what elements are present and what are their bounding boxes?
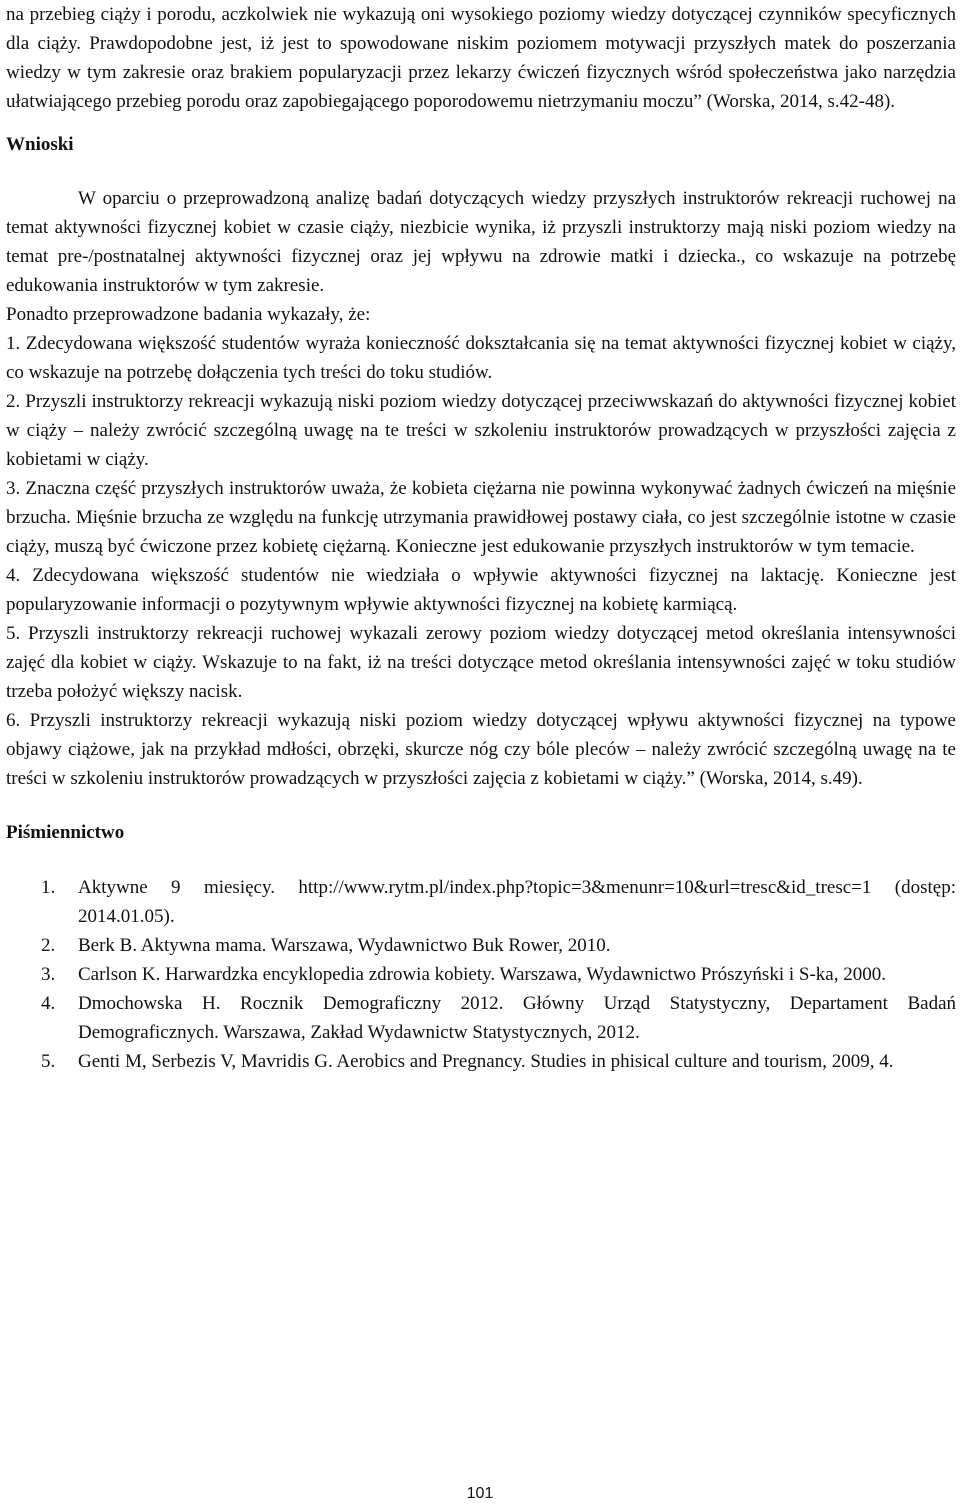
wnioski-paragraph: W oparciu o przeprowadzoną analizę badań dotyczących wiedzy przyszłych instruktorów rekreacji ruchowej na temat aktywności fizycznej kobiet w czasie ciąży, niezbicie wynika, iż przyszli instruktorzy mają niski poziom wiedzy na temat pre-/postnatalnej aktywności fizycznej oraz jej wpływu na zdrowie matki i dziecka., co wskazuje na potrzebę edukowania instruktorów w tym zakresie.: [6, 188, 956, 296]
references-heading: Piśmiennictwo: [6, 822, 125, 843]
reference-item: [6, 960, 956, 989]
reference-number: 2.: [41, 935, 56, 956]
reference-item: [6, 989, 956, 1047]
finding-item: 4. Zdecydowana większość studentów nie wiedziała o wpływie aktywności fizycznej na laktację. Konieczne jest popularyzowanie informacji o pozytywnym wpływie aktywności fizycznej na kobietę karmiącą.: [6, 565, 956, 615]
reference-item: [6, 931, 956, 960]
reference-item: [6, 1047, 956, 1076]
findings-lead: Ponadto przeprowadzone badania wykazały, że:: [6, 304, 371, 325]
reference-text: Genti M, Serbezis V, Mavridis G. Aerobics and Pregnancy. Studies in phisical culture and tourism, 2009, 4.: [78, 1051, 894, 1072]
finding-item: 2. Przyszli instruktorzy rekreacji wykazują niski poziom wiedzy dotyczącej przeciwwskazań do aktywności fizycznej kobiet w ciąży – należy zwrócić szczególną uwagę na te treści w szkoleniu instruktorów prowadzących w przyszłości zajęcia z kobietami w ciąży.: [6, 391, 956, 470]
references-list: [6, 873, 956, 1076]
reference-number: 5.: [41, 1051, 56, 1072]
reference-text: Carlson K. Harwardzka encyklopedia zdrowia kobiety. Warszawa, Wydawnictwo Prószyński i S-ka, 2000.: [78, 964, 886, 985]
finding-item: 5. Przyszli instruktorzy rekreacji ruchowej wykazali zerowy poziom wiedzy dotyczącej metod określania intensywności zajęć dla kobiet w ciąży. Wskazuje to na fakt, iż na treści dotyczące metod określania intensywności zajęć w toku studiów trzeba położyć większy nacisk.: [6, 623, 956, 702]
reference-item: [6, 873, 956, 931]
reference-number: 3.: [41, 964, 56, 985]
finding-item: 6. Przyszli instruktorzy rekreacji wykazują niski poziom wiedzy dotyczącej wpływu aktywności fizycznej na typowe objawy ciążowe, jak na przykład mdłości, obrzęki, skurcze nóg czy bóle pleców – należy zwrócić szczególną uwagę na te treści w szkoleniu instruktorów prowadzących w przyszłości zajęcia z kobietami w ciąży.” (Worska, 2014, s.49).: [6, 710, 956, 789]
page-number: 101: [466, 1485, 494, 1502]
reference-number: 1.: [41, 877, 56, 898]
wnioski-heading: Wnioski: [6, 134, 74, 155]
finding-item: 3. Znaczna część przyszłych instruktorów uważa, że kobieta ciężarna nie powinna wykonywać żadnych ćwiczeń na mięśnie brzucha. Mięśnie brzucha ze względu na funkcję utrzymania prawidłowej postawy ciała, co jest szczególnie istotne w czasie ciąży, muszą być ćwiczone przez kobietę ciężarną. Konieczne jest edukowanie przyszłych instruktorów w tym temacie.: [6, 478, 956, 557]
reference-number: 4.: [41, 993, 56, 1014]
document-page: [6, 0, 956, 1076]
intro-paragraph: na przebieg ciąży i porodu, aczkolwiek nie wykazują oni wysokiego poziomy wiedzy dotyczącej czynników specyficznych dla ciąży. Prawdopodobne jest, iż jest to spowodowane niskim poziomem motywacji przyszłych matek do poszerzania wiedzy w tym zakresie oraz brakiem popularyzacji przez lekarzy ćwiczeń fizycznych wśród społeczeństwa jako narzędzia ułatwiającego przebieg porodu oraz zapobiegającego poporodowemu nietrzymaniu moczu” (Worska, 2014, s.42-48).: [6, 4, 956, 112]
reference-text: Berk B. Aktywna mama. Warszawa, Wydawnictwo Buk Rower, 2010.: [78, 935, 611, 956]
finding-item: 1. Zdecydowana większość studentów wyraża konieczność dokształcania się na temat aktywności fizycznej kobiet w ciąży, co wskazuje na potrzebę dołączenia tych treści do toku studiów.: [6, 333, 956, 383]
reference-text: Dmochowska H. Rocznik Demograficzny 2012. Główny Urząd Statystyczny, Departament Badań Demograficznych. Warszawa, Zakład Wydawnictw Statystycznych, 2012.: [78, 993, 956, 1043]
reference-text: Aktywne 9 miesięcy. http://www.rytm.pl/index.php?topic=3&menunr=10&url=tresc&id_tresc=1 (dostęp: 2014.01.05).: [78, 877, 956, 927]
